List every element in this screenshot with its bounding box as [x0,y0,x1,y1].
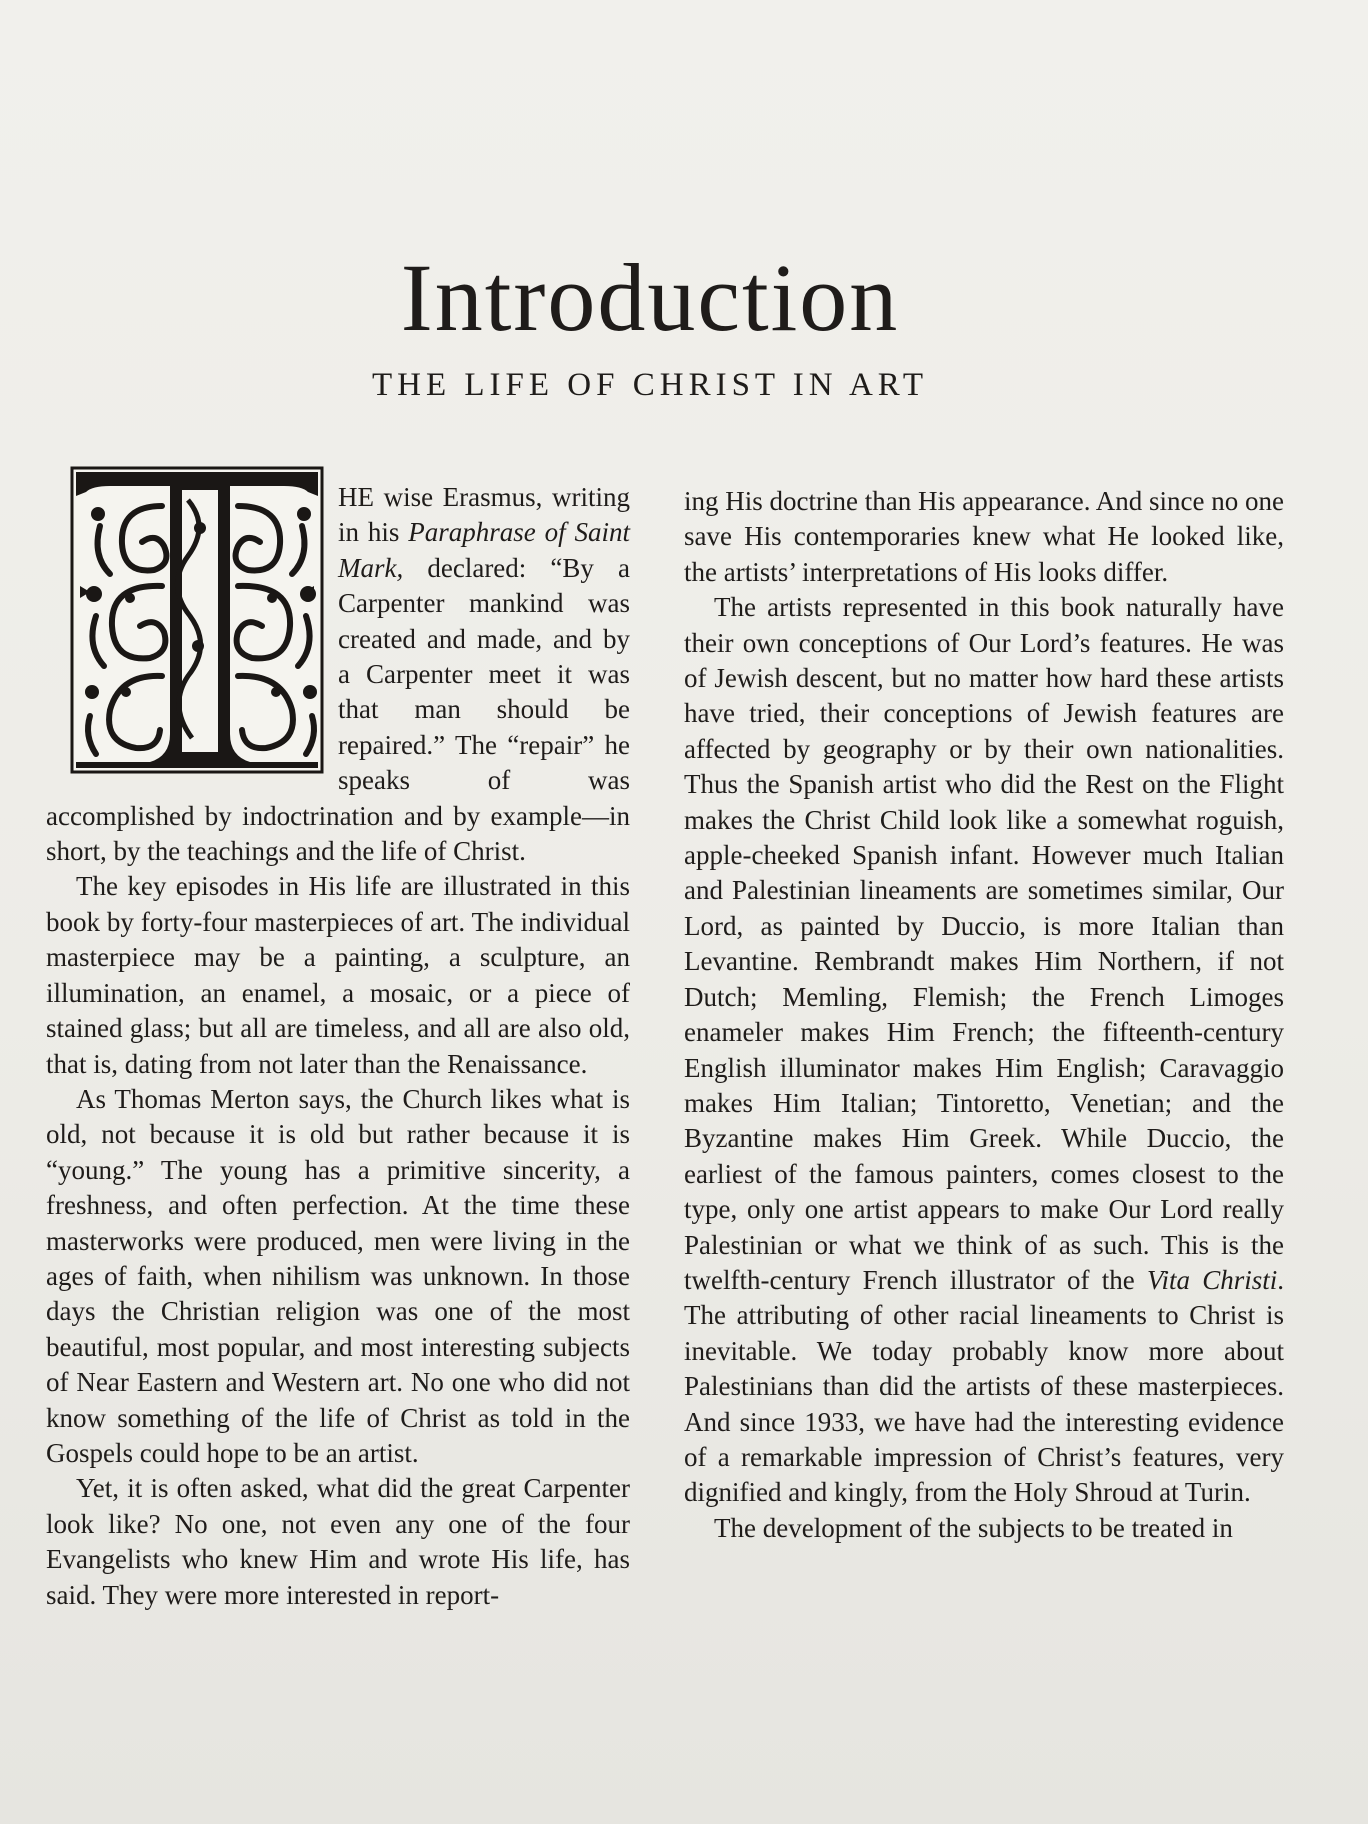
paragraph-4: Yet, it is often asked, what did the great Carpenter look like? No one, not even any one of the four Evangelists who knew Him and wrote His life, has said. They were more interested in report- [46,1473,630,1610]
paragraph-6: The artists represented in this book naturally have their own conceptions of Our Lord’s features. He was of Jewish descent, but no matter how hard these artists have tried, their conceptions of Jewish features are affected by geography or by their own nationalities. Thus the Spanish artist who did the Rest on the Flight makes the Christ Child look like a somewhat roguish, apple-cheeked Spanish infant. However much Italian and Palestinian lineaments are sometimes similar, Our Lord, as painted by Duccio, is more Italian than Levantine. Rembrandt makes Him Northern, if not Dutch; Memling, Flemish; the French Limoges enameler makes Him French; the fifteenth-century English illuminator makes Him English; Caravaggio makes Him Italian; Tintoretto, Venetian; and the Byzantine makes Him Greek. While Duccio, the earliest of the famous painters, comes closest to the type, only one artist appears to make Our Lord really Palestinian or what we think of as such. This is the twelfth-century French illustrator of the Vita Christi. The attributing of other racial lineaments to Christ is inevitable. We today probably know more about Palestinians than did the artists of these masterpieces. And since 1933, we have had the interesting evidence of a remarkable impression of Christ’s features, very dignified and kingly, from the Holy Shroud at Turin. [684,592,1284,1508]
page-subtitle: THE LIFE OF CHRIST IN ART [371,367,928,404]
paragraph-1: HE wise Erasmus, writing in his Paraphrase of Saint Mark, declared: “By a Carpenter mankind was created and made, and by a Carpenter meet it was that man should be repaired.” The “repair” he speaks of was accomplished by indoctrination and by example—in short, by the teachings and the life of Christ. [46,482,631,867]
paragraph-3: As Thomas Merton says, the Church likes what is old, not because it is old but rather because it is “young.” The young has a primitive sincerity, a freshness, and often perfection. At the time these masterworks were produced, men were living in the ages of faith, when nihilism was unknown. In those days the Christian religion was one of the most beautiful, most popular, and most interesting subjects of Near Eastern and Western art. No one who did not know something of the life of Christ as told in the Gospels could hope to be an artist. [46,1083,630,1468]
paragraph-7: The development of the subjects to be treated in [714,1512,1233,1543]
right-column [684,484,1284,1546]
left-column [46,480,630,1613]
page-title: Introduction [400,244,900,352]
paragraph-2: The key episodes in His life are illustrated in this book by forty-four masterpieces of art. The individual masterpiece may be a painting, a sculpture, an illumination, an enamel, a mosaic, or a piece of stained glass; but all are timeless, and all are also old, that is, dating from not later than the Renaissance. [46,871,630,1079]
paragraph-5: ing His doctrine than His appearance. And since no one save His contemporaries knew what He looked like, the artists’ interpretations of His looks differ. [684,486,1284,587]
ornate-initial-t-icon [70,466,324,774]
